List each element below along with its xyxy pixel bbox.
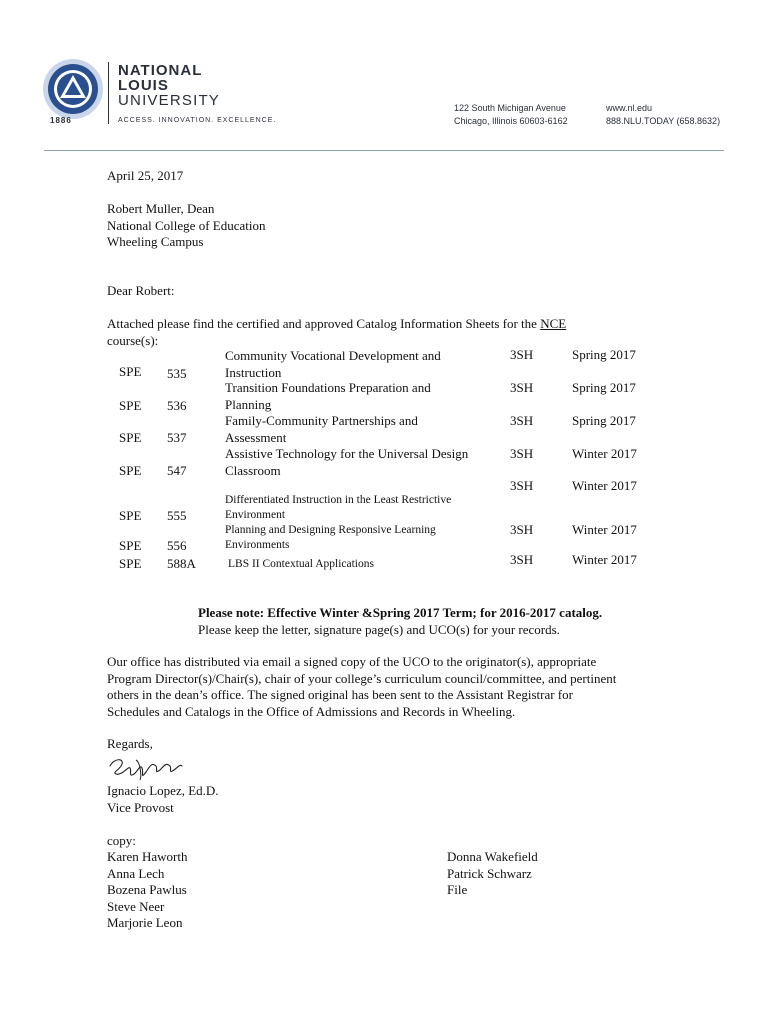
course-number: 588A bbox=[167, 556, 196, 571]
course-number: 537 bbox=[167, 430, 187, 445]
handwritten-signature bbox=[106, 752, 186, 782]
course-prefix: SPE bbox=[119, 364, 142, 379]
signer-block bbox=[107, 783, 219, 816]
course-prefix: SPE bbox=[119, 538, 142, 553]
university-name-line1: NATIONAL bbox=[118, 62, 203, 79]
signer-title: Vice Provost bbox=[107, 799, 174, 815]
course-term: Winter 2017 bbox=[572, 522, 637, 537]
course-prefix: SPE bbox=[119, 463, 142, 478]
course-number: 535 bbox=[167, 366, 187, 381]
recipient-campus: Wheeling Campus bbox=[107, 234, 204, 249]
course-title: Family-Community Partnerships and Assessment bbox=[225, 413, 418, 445]
phone-number: 888.NLU.TODAY (658.8632) bbox=[606, 116, 721, 126]
course-credits: 3SH bbox=[510, 522, 534, 537]
header-rule bbox=[44, 150, 724, 151]
course-term: Spring 2017 bbox=[572, 413, 636, 428]
letter-date: April 25, 2017 bbox=[107, 168, 184, 183]
signer-name: Ignacio Lopez, Ed.D. bbox=[107, 783, 219, 798]
course-credits: 3SH bbox=[510, 413, 534, 428]
course-number: 547 bbox=[167, 463, 187, 478]
copy-recipient: Donna Wakefield bbox=[447, 849, 538, 864]
copy-recipient: Patrick Schwarz bbox=[447, 865, 532, 881]
note-plain: Please keep the letter, signature page(s) and UCO(s) for your records. bbox=[198, 622, 560, 637]
course-prefix: SPE bbox=[119, 556, 142, 571]
address-line1: 122 South Michigan Avenue bbox=[454, 103, 566, 113]
course-prefix: SPE bbox=[119, 430, 142, 445]
course-term: Winter 2017 bbox=[572, 552, 637, 567]
course-term: Winter 2017 bbox=[572, 478, 637, 493]
distribution-paragraph: Our office has distributed via email a signed copy of the UCO to the originator(s), appropriate Program Director(s)/Chair(s), chair of your college’s curriculum council/committee, and pertinent others in the dean’s office. The signed original has been sent to the Assistant Registrar for Schedules and Catalogs in the Office of Admissions and Records in Wheeling. bbox=[107, 654, 617, 719]
course-term: Spring 2017 bbox=[572, 347, 636, 362]
intro-paragraph bbox=[107, 316, 566, 349]
closing: Regards, bbox=[107, 736, 153, 751]
address-block bbox=[454, 102, 568, 128]
copy-recipient: Karen Haworth bbox=[107, 849, 188, 864]
course-number: 555 bbox=[167, 508, 187, 523]
note-bold: Please note: Effective Winter &Spring 2017 Term; for 2016-2017 catalog. bbox=[198, 605, 603, 620]
course-credits: 3SH bbox=[510, 446, 534, 461]
letterhead-divider bbox=[108, 62, 109, 124]
course-credits: 3SH bbox=[510, 478, 534, 493]
course-credits: 3SH bbox=[510, 552, 534, 567]
founding-year: 1886 bbox=[50, 116, 72, 125]
course-term: Spring 2017 bbox=[572, 380, 636, 395]
intro-text: Attached please find the certified and approved Catalog Information Sheets for the bbox=[107, 316, 537, 331]
copy-recipient: Marjorie Leon bbox=[107, 915, 183, 930]
course-title: Transition Foundations Preparation and Planning bbox=[225, 380, 431, 412]
university-name-line3: UNIVERSITY bbox=[118, 92, 221, 109]
website-link[interactable]: www.nl.edu bbox=[606, 103, 653, 113]
copy-recipient: Anna Lech bbox=[107, 865, 165, 881]
course-number: 536 bbox=[167, 398, 187, 413]
copy-list-right bbox=[447, 849, 538, 899]
course-prefix: SPE bbox=[119, 398, 142, 413]
course-credits: 3SH bbox=[510, 347, 534, 362]
course-title: Community Vocational Development and Instruction bbox=[225, 348, 441, 380]
recipient-name: Robert Muller, Dean bbox=[107, 201, 215, 216]
course-title: Assistive Technology for the Universal Design Classroom bbox=[225, 446, 469, 478]
course-title: LBS II Contextual Applications bbox=[228, 558, 374, 570]
course-prefix: SPE bbox=[119, 508, 142, 523]
recipient-college: National College of Education bbox=[107, 217, 266, 233]
course-number: 556 bbox=[167, 538, 187, 553]
recipient-block bbox=[107, 201, 265, 251]
contact-block bbox=[606, 102, 720, 128]
address-line2: Chicago, Illinois 60603-6162 bbox=[454, 116, 568, 126]
university-motto: ACCESS. INNOVATION. EXCELLENCE. bbox=[118, 117, 277, 124]
copy-list-left bbox=[107, 849, 188, 932]
course-term: Winter 2017 bbox=[572, 446, 637, 461]
copy-recipient: File bbox=[447, 882, 468, 897]
university-seal-logo bbox=[42, 58, 104, 120]
copy-label: copy: bbox=[107, 833, 136, 848]
course-credits: 3SH bbox=[510, 380, 534, 395]
university-name-line2: LOUIS bbox=[118, 77, 169, 94]
salutation: Dear Robert: bbox=[107, 283, 175, 298]
intro-continuation: course(s): bbox=[107, 332, 159, 348]
copy-recipient: Steve Neer bbox=[107, 898, 165, 914]
copy-recipient: Bozena Pawlus bbox=[107, 882, 187, 897]
course-title: Differentiated Instruction in the Least Restrictive Environment bbox=[225, 494, 452, 521]
course-title: Planning and Designing Responsive Learning Environments bbox=[225, 524, 436, 551]
program-code: NCE bbox=[540, 316, 567, 331]
